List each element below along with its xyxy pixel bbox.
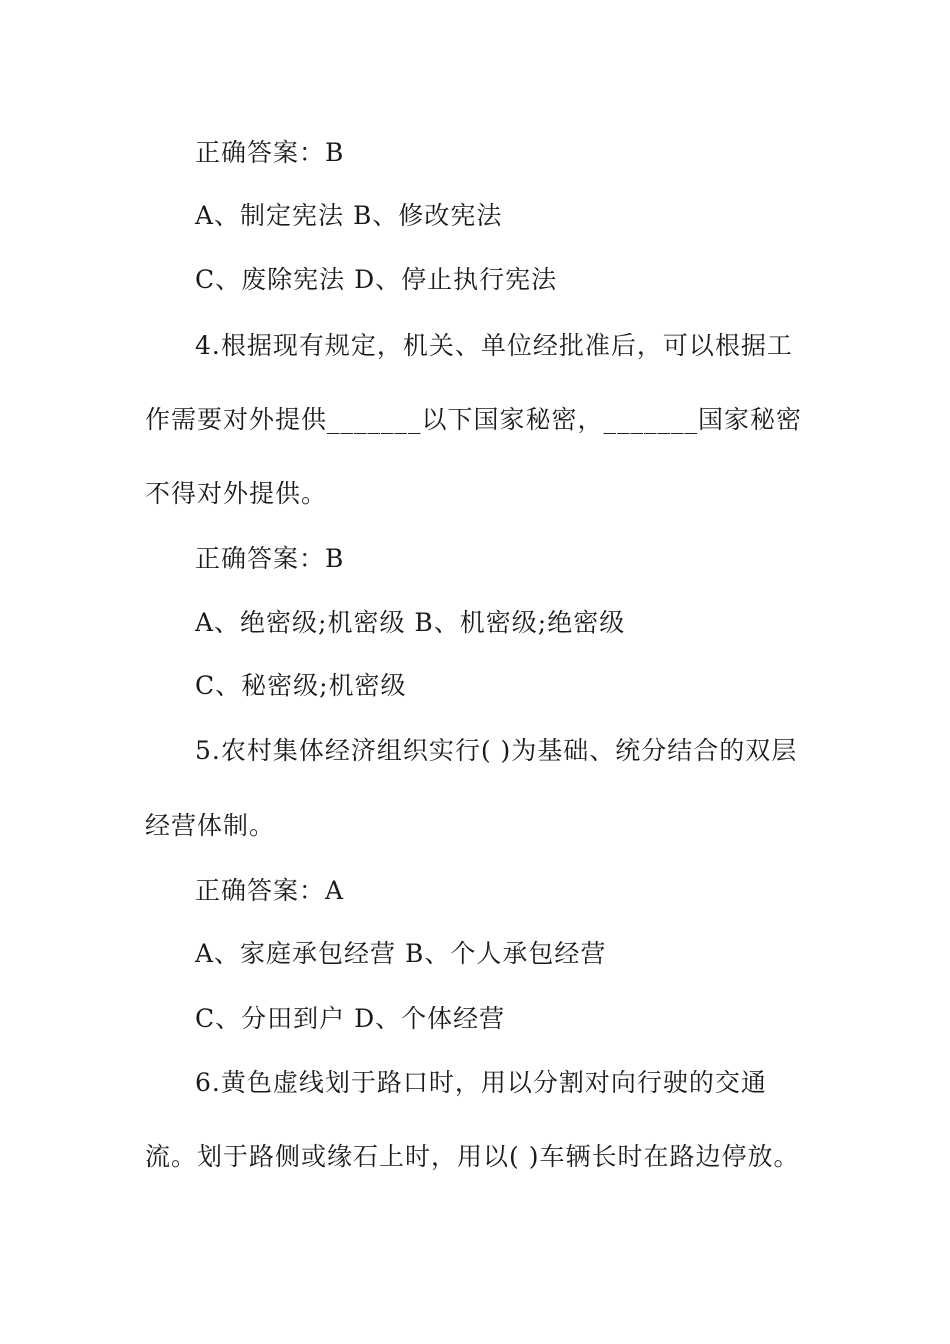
q5-options-cd: C、分田到户 D、个体经营: [195, 1004, 506, 1033]
q3-options-ab: A、制定宪法 B、修改宪法: [195, 201, 503, 230]
q6-question-line2: 流。划于路侧或缘石上时，用以( )车辆长时在路边停放。: [145, 1142, 800, 1171]
q6-question-line1: 6.黄色虚线划于路口时，用以分割对向行驶的交通: [195, 1068, 767, 1097]
q4-options-c: C、秘密级;机密级: [195, 671, 407, 700]
q4-answer: 正确答案：B: [195, 544, 345, 573]
q5-question-line2: 经营体制。: [145, 811, 276, 840]
q3-answer: 正确答案：B: [195, 138, 345, 167]
q3-options-cd: C、废除宪法 D、停止执行宪法: [195, 265, 558, 294]
q5-answer: 正确答案：A: [195, 876, 345, 905]
q4-options-ab: A、绝密级;机密级 B、机密级;绝密级: [195, 608, 626, 637]
q4-question-line2: 作需要对外提供_______以下国家秘密，_______国家秘密: [145, 405, 803, 434]
q4-question-line3: 不得对外提供。: [145, 479, 328, 508]
q5-question-line1: 5.农村集体经济组织实行( )为基础、统分结合的双层: [195, 736, 798, 765]
q4-question-line1: 4.根据现有规定，机关、单位经批准后，可以根据工: [195, 331, 793, 360]
q5-options-ab: A、家庭承包经营 B、个人承包经营: [195, 939, 607, 968]
